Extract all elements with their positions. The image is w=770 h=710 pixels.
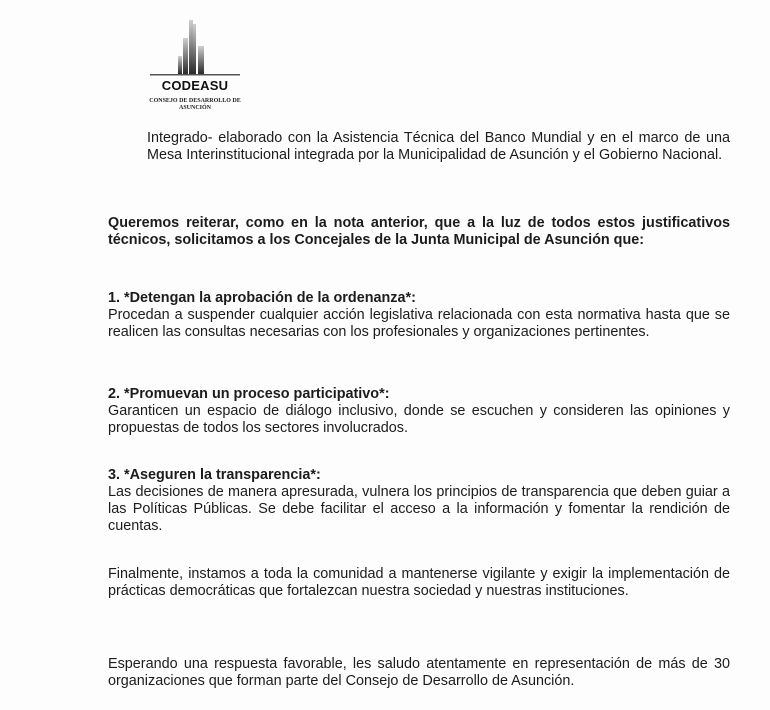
list-item: [108, 467, 730, 535]
logo-subtitle: [120, 98, 270, 112]
logo-subtitle-line1: CONSEJO DE DESARROLLO DE: [149, 98, 241, 104]
logo-subtitle-line2: ASUNCIÓN: [178, 105, 211, 111]
item-body: Garanticen un espacio de diálogo inclusivo, donde se escuchen y consideren las opiniones y propuestas de todos los sectores involucrados.: [108, 403, 730, 436]
codeasu-logo: [120, 18, 270, 118]
item-title: 1. *Detengan la aprobación de la ordenanza*:: [108, 290, 416, 306]
logo-name: CODEASU: [161, 78, 229, 93]
list-item: [108, 386, 730, 437]
item-title: 2. *Promuevan un proceso participativo*:: [108, 386, 390, 402]
request-paragraph: Queremos reiterar, como en la nota anterior, que a la luz de todos estos justificativos técnicos, solicitamos a los Concejales de la Junta Municipal de Asunción que:: [108, 215, 730, 248]
item-body: Las decisiones de manera apresurada, vulnera los principios de transparencia que deben guiar a las Políticas Públicas. Se debe facilitar el acceso a la información y fomentar la rendición de cuentas.: [108, 484, 730, 534]
list-item: [108, 290, 730, 341]
buildings-icon: [120, 18, 270, 80]
farewell-paragraph: Esperando una respuesta favorable, les saludo atentamente en representación de más de 30 organizaciones que forman parte del Consejo de Desarrollo de Asunción.: [108, 656, 730, 689]
closing-paragraph: Finalmente, instamos a toda la comunidad a mantenerse vigilante y exigir la implementación de prácticas democráticas que fortalezcan nuestra sociedad y nuestras instituciones.: [108, 566, 730, 599]
item-body: Procedan a suspender cualquier acción legislativa relacionada con esta normativa hasta que se realicen las consultas necesarias con los profesionales y organizaciones pertinentes.: [108, 307, 730, 340]
intro-paragraph: Integrado- elaborado con la Asistencia Técnica del Banco Mundial y en el marco de una Mesa Interinstitucional integrada por la Municipalidad de Asunción y el Gobierno Nacional.: [147, 130, 730, 163]
item-title: 3. *Aseguren la transparencia*:: [108, 467, 321, 483]
